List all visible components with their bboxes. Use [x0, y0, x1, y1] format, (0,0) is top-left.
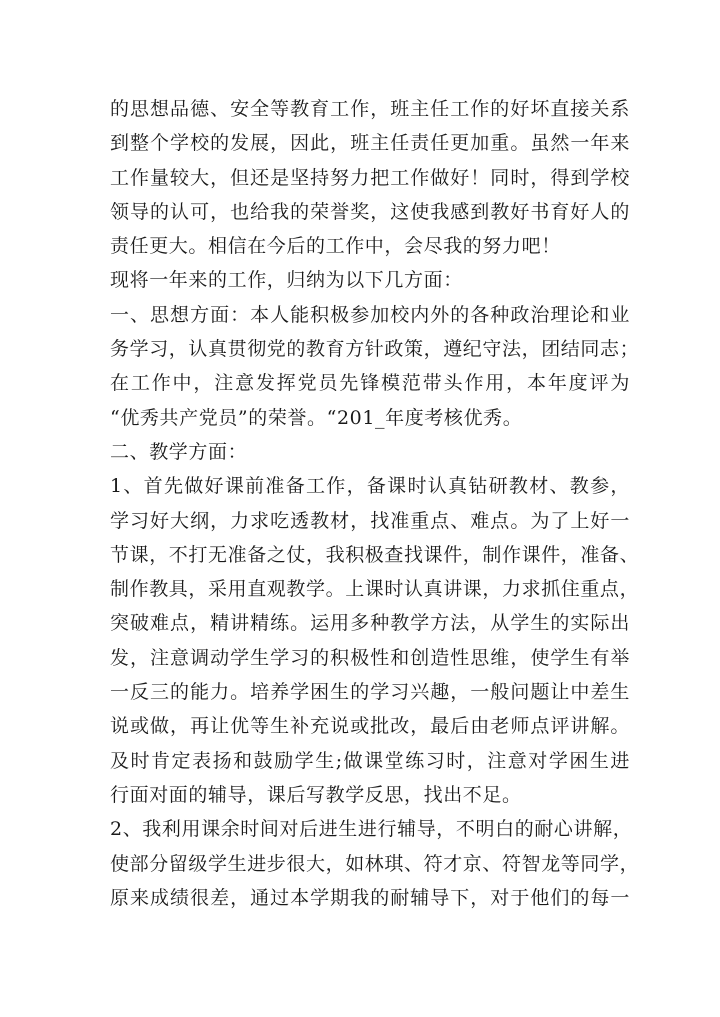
text-line: 学习好大纲，力求吃透教材，找准重点、难点。为了上好一: [110, 509, 630, 532]
text-line: 突破难点，精讲精练。运用多种教学方法，从学生的实际出: [110, 612, 630, 635]
text-line: 领导的认可，也给我的荣誉奖，这使我感到教好书育好人的: [110, 200, 630, 223]
text-line: 工作量较大，但还是坚持努力把工作做好！同时，得到学校: [110, 166, 630, 189]
text-line: 一、思想方面：本人能积极参加校内外的各种政治理论和业: [110, 303, 630, 326]
text-line: 及时肯定表扬和鼓励学生;做课堂练习时，注意对学困生进: [110, 749, 630, 772]
text-line: 二、教学方面：: [110, 440, 248, 463]
text-line: 务学习，认真贯彻党的教育方针政策，遵纪守法，团结同志；: [110, 338, 640, 361]
text-line: 制作教具，采用直观教学。上课时认真讲课，力求抓住重点，: [110, 578, 640, 601]
text-line: 节课，不打无准备之仗，我积极查找课件，制作课件，准备、: [110, 543, 640, 566]
text-line: 说或做，再让优等生补充说或批改，最后由老师点评讲解。: [110, 715, 630, 738]
text-line: 行面对面的辅导，课后写教学反思，找出不足。: [110, 783, 522, 806]
text-line: 原来成绩很差，通过本学期我的耐辅导下，对于他们的每一: [110, 886, 630, 909]
text-line: “优秀共产党员”的荣誉。“201_年度考核优秀。: [110, 406, 523, 429]
text-line: 发，注意调动学生学习的积极性和创造性思维，使学生有举: [110, 646, 630, 669]
text-line: 的思想品德、安全等教育工作，班主任工作的好坏直接关系: [110, 98, 630, 120]
text-line: 现将一年来的工作，归纳为以下几方面：: [110, 269, 463, 292]
text-line: 2、我利用课余时间对后进生进行辅导，不明白的耐心讲解，: [110, 818, 633, 841]
text-line: 到整个学校的发展，因此，班主任责任更加重。虽然一年来: [110, 132, 630, 155]
text-line: 使部分留级学生进步很大，如林琪、符才京、符智龙等同学，: [110, 852, 640, 875]
text-line: 在工作中，注意发挥党员先锋模范带头作用，本年度评为: [110, 372, 630, 395]
text-line: 1、首先做好课前准备工作，备课时认真钻研教材、教参，: [110, 475, 630, 498]
text-line: 一反三的能力。培养学困生的学习兴趣，一般问题让中差生: [110, 681, 630, 704]
document-body: [110, 92, 640, 915]
text-line: 责任更大。相信在今后的工作中，会尽我的努力吧！: [110, 235, 561, 258]
